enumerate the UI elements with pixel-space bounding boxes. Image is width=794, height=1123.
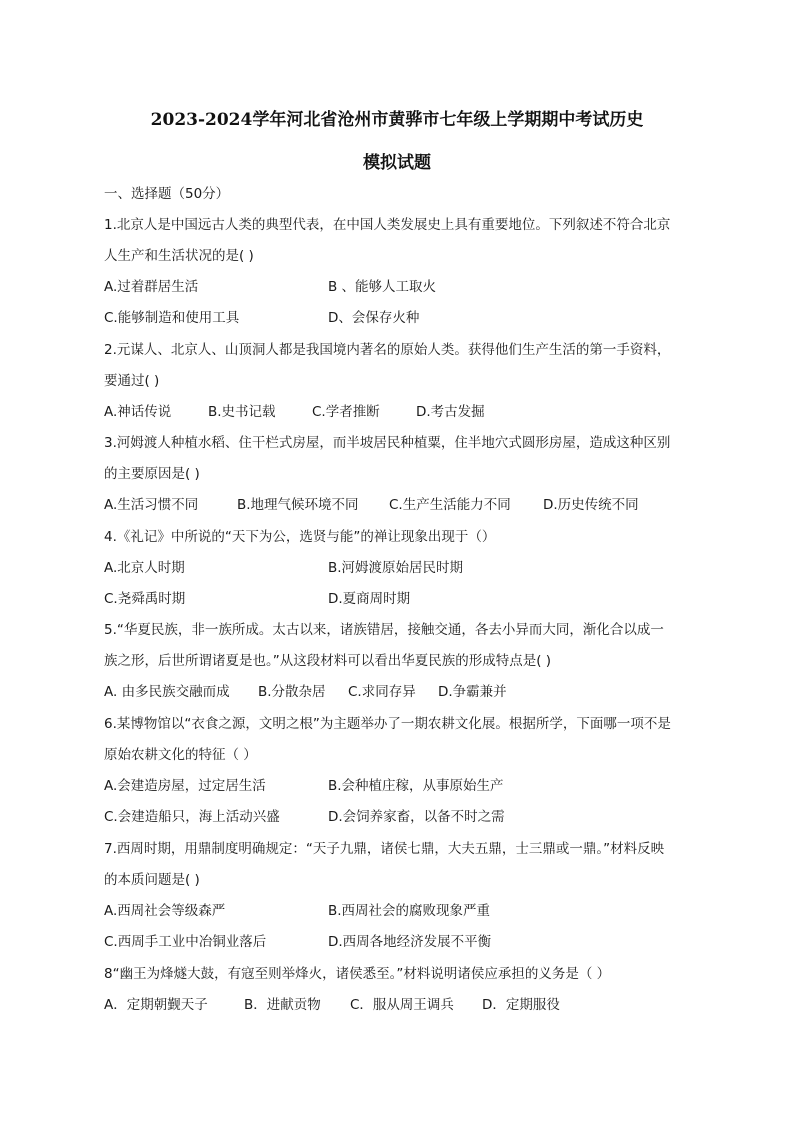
question-2-option-a: A.神话传说	[104, 404, 172, 420]
question-1-option-d: D、会保存火种	[328, 310, 420, 326]
question-7-option-a: A.西周社会等级森严	[104, 903, 226, 919]
question-4-option-c: C.尧舜禹时期	[104, 591, 186, 607]
question-2-stem-line-2: 要通过( )	[104, 373, 160, 389]
question-3-stem-line-1: 3.河姆渡人种植水稻、住干栏式房屋，而半坡居民种植粟，住半地穴式圆形房屋，造成这种区别	[104, 435, 671, 451]
question-4-option-b: B.河姆渡原始居民时期	[328, 560, 464, 576]
question-3-option-b: B.地理气候环境不同	[237, 497, 359, 513]
question-4-option-a: A.北京人时期	[104, 560, 185, 576]
question-6-option-a: A.会建造房屋，过定居生活	[104, 778, 266, 794]
question-3-option-c: C.生产生活能力不同	[389, 497, 511, 513]
question-8-stem-line-1: 8“幽王为烽燧大鼓，有寇至则举烽火，诸侯悉至。”材料说明诸侯应承担的义务是（ ）	[104, 966, 611, 982]
question-5-option-c: C.求同存异	[348, 684, 416, 700]
question-5-option-d: D.争霸兼并	[438, 684, 507, 700]
question-3-option-d: D.历史传统不同	[543, 497, 639, 513]
question-1-option-c: C.能够制造和使用工具	[104, 310, 240, 326]
question-4-option-d: D.夏商周时期	[328, 591, 411, 607]
question-1-stem-line-2: 人生产和生活状况的是( )	[104, 248, 254, 264]
question-1-option-a: A.过着群居生活	[104, 279, 199, 295]
question-5-option-a: A. 由多民族交融而成	[104, 684, 230, 700]
question-2-option-c: C.学者推断	[312, 404, 380, 420]
question-5-stem-line-1: 5.“华夏民族，非一族所成。太古以来，诸族错居，接触交通，各去小异而大同，渐化合以成一	[104, 622, 664, 638]
page-title: 2023-2024学年河北省沧州市黄骅市七年级上学期期中考试历史	[150, 110, 644, 130]
page-subtitle: 模拟试题	[363, 153, 431, 173]
question-2-stem-line-1: 2.元谋人、北京人、山顶洞人都是我国境内著名的原始人类。获得他们生产生活的第一手资料，	[104, 342, 671, 358]
question-5-stem-line-2: 族之形，后世所谓诸夏是也。”从这段材料可以看出华夏民族的形成特点是( )	[104, 653, 552, 669]
question-7-stem-line-1: 7.西周时期，用鼎制度明确规定：“天子九鼎，诸侯七鼎，大夫五鼎，士三鼎或一鼎。”材料反映	[104, 841, 665, 857]
question-6-stem-line-2: 原始农耕文化的特征（ ）	[104, 747, 257, 763]
question-8-option-d: D．定期服役	[482, 997, 560, 1013]
question-7-stem-line-2: 的本质问题是( )	[104, 872, 200, 888]
question-1-option-b: B 、能够人工取火	[328, 279, 437, 295]
section-heading: 一、选择题（50分）	[104, 186, 230, 202]
question-3-stem-line-2: 的主要原因是( )	[104, 466, 200, 482]
question-3-option-a: A.生活习惯不同	[104, 497, 199, 513]
question-1-stem-line-1: 1.北京人是中国远古人类的典型代表，在中国人类发展史上具有重要地位。下列叙述不符合北京	[104, 217, 671, 233]
question-5-option-b: B.分散杂居	[258, 684, 326, 700]
question-8-option-a: A．定期朝觐天子	[104, 997, 208, 1013]
question-8-option-b: B．进献贡物	[244, 997, 321, 1013]
question-7-option-b: B.西周社会的腐败现象严重	[328, 903, 491, 919]
question-4-stem-line-1: 4.《礼记》中所说的“天下为公，选贤与能”的禅让现象出现于（）	[104, 529, 496, 545]
question-7-option-d: D.西周各地经济发展不平衡	[328, 934, 492, 950]
question-6-option-b: B.会种植庄稼，从事原始生产	[328, 778, 504, 794]
question-6-stem-line-1: 6.某博物馆以“衣食之源，文明之根”为主题举办了一期农耕文化展。根据所学，下面哪一项不是	[104, 716, 671, 732]
question-2-option-d: D.考古发掘	[416, 404, 485, 420]
question-6-option-c: C.会建造船只，海上活动兴盛	[104, 809, 280, 825]
question-7-option-c: C.西周手工业中冶铜业落后	[104, 934, 267, 950]
question-2-option-b: B.史书记载	[208, 404, 276, 420]
question-8-option-c: C．服从周王调兵	[350, 997, 454, 1013]
question-6-option-d: D.会饲养家畜，以备不时之需	[328, 809, 505, 825]
